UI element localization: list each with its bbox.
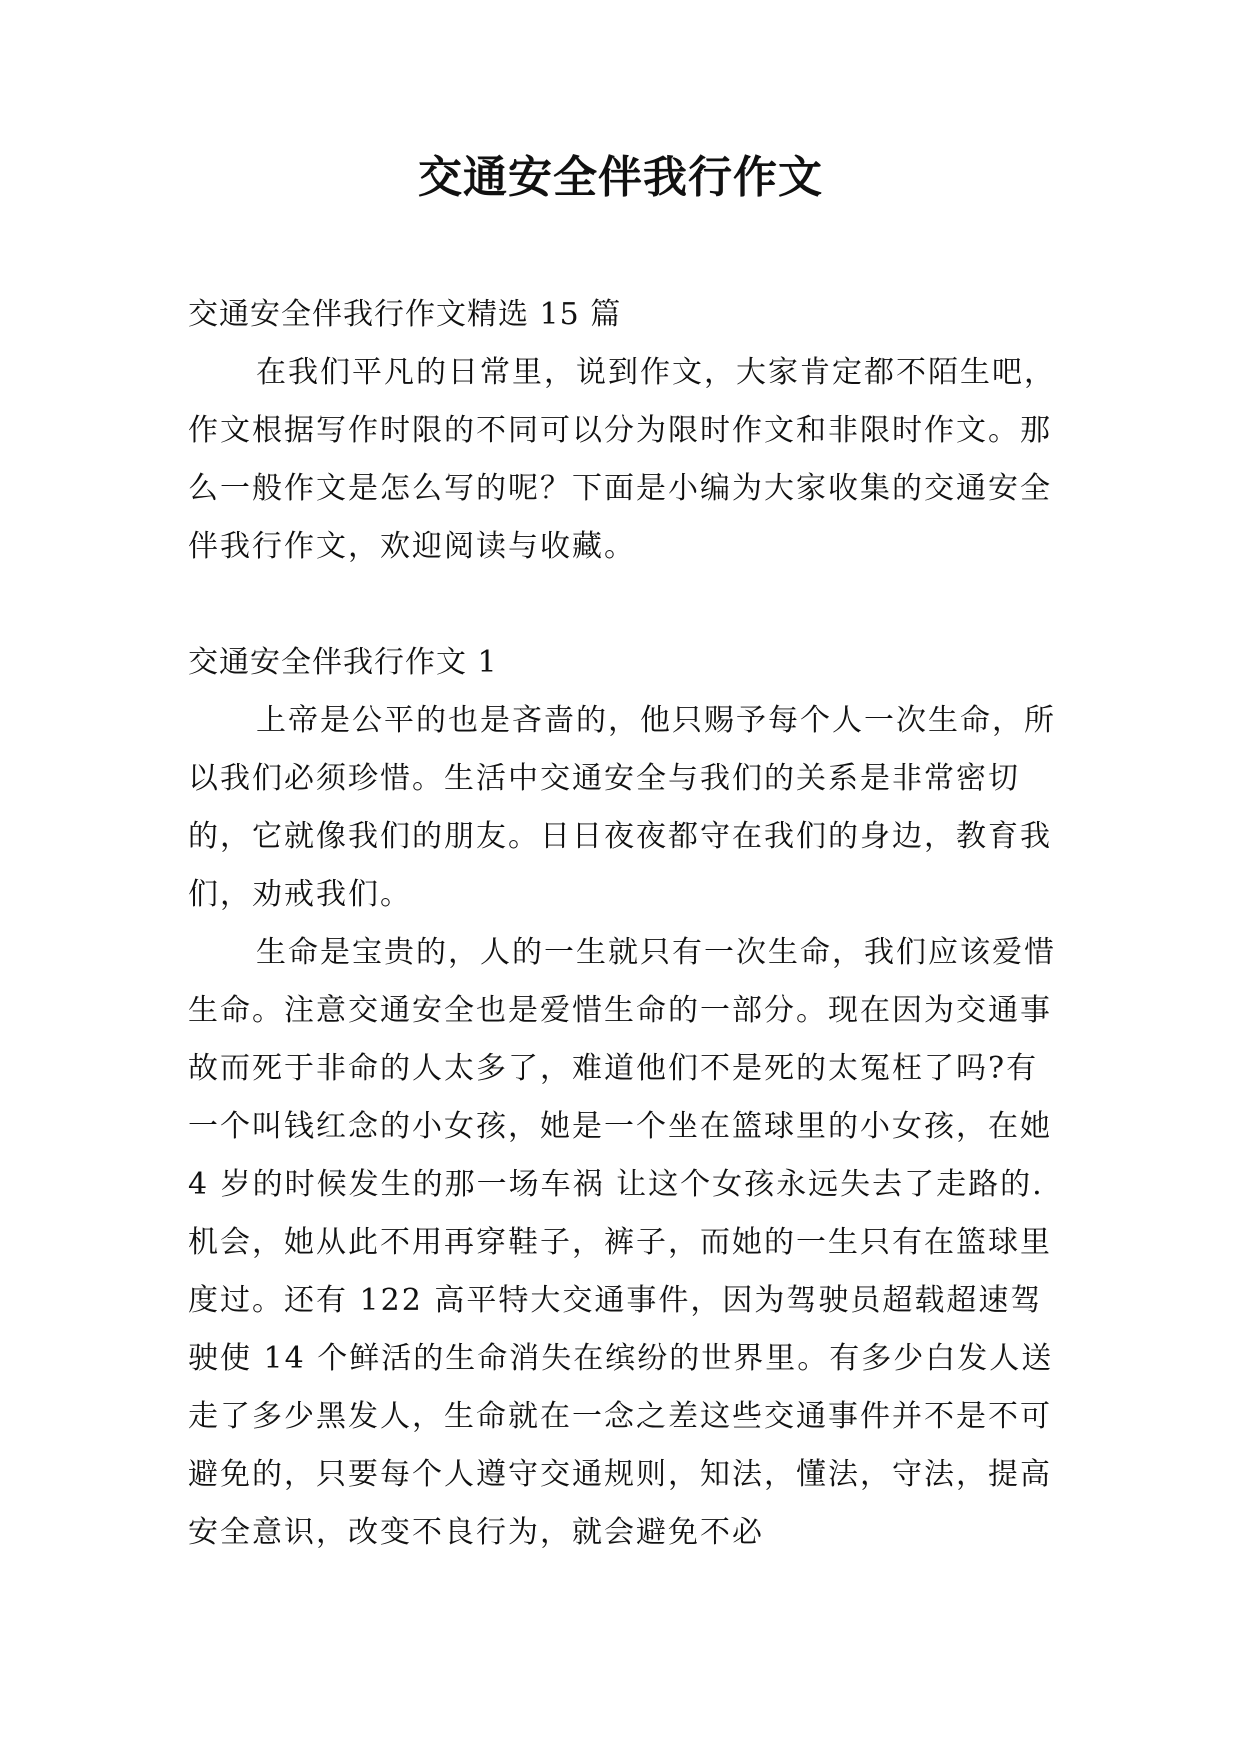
document-title: 交通安全伴我行作文 (418, 152, 823, 203)
document-body (188, 286, 1058, 1562)
section-1-paragraph-2: 生命是宝贵的，人的一生就只有一次生命，我们应该爱惜生命。注意交通安全也是爱惜生命的一部分。现在因为交通事故而死于非命的人太多了，难道他们不是死的太冤枉了吗?有一个叫钱红念的小女孩，她是一个坐在篮球里的小女孩，在她 4 岁的时候发生的那一场车祸 让这个女孩永远失去了走路的.机会，她从此不用再穿鞋子，裤子，而她的一生只有在篮球里度过。还有 122 高平特大交通事件，因为驾驶员超载超速驾驶使 14 个鲜活的生命消失在缤纷的世界里。有多少白发人送走了多少黑发人，生命就在一念之差这些交通事件并不是不可避免的，只要每个人遵守交通规则，知法，懂法，守法，提高安全意识，改变不良行为，就会避免不必 (188, 935, 1056, 1550)
section-1-paragraph-1: 上帝是公平的也是吝啬的，他只赐予每个人一次生命，所以我们必须珍惜。生活中交通安全与我们的关系是非常密切的，它就像我们的朋友。日日夜夜都守在我们的身边，教育我们，劝戒我们。 (188, 703, 1056, 912)
section-1-heading: 交通安全伴我行作文 1 (188, 645, 498, 680)
section-spacer (188, 576, 1058, 634)
intro-heading: 交通安全伴我行作文精选 15 篇 (188, 297, 622, 332)
intro-paragraph: 在我们平凡的日常里，说到作文，大家肯定都不陌生吧，作文根据写作时限的不同可以分为限时作文和非限时作文。那么一般作文是怎么写的呢？下面是小编为大家收集的交通安全伴我行作文，欢迎阅读与收藏。 (188, 355, 1056, 564)
